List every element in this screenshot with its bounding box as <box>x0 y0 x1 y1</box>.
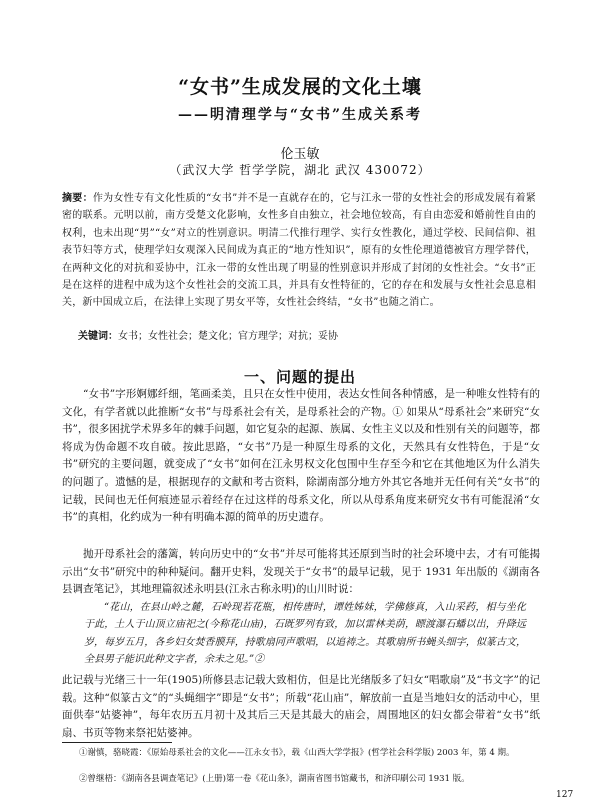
body-paragraph-1: “女书”字形婀娜纤细，笔画柔美，且只在女性中使用，表达女性间各种情感，是一种唯女性特有的文化，有学者就以此推断“女书”与母系社会有关，是母系社会的产物。① 如果从“母系社会”来研究“女书”，很多困扰学术界多年的棘手问题，如它复杂的起源、族属、女性主义以及和性别有关的问题等，都将成为伪命题不攻自破。按此思路，“女书”乃是一种原生母系的文化，天然具有女性特色，于是“女书”研究的主要问题，就变成了“女书”如何在江永男权文化包围中生存至今和它在其他地区为什么消失的问题了。遗憾的是，根据现存的文献和考古资料，除湖南部分地方外其它各地并无任何有关“女书”的记载，民间也无任何痕迹显示着经存在过这样的母系文化，所以从母系角度来研究女书有可能混淆“女书”的真相，化约成为一种有明确本源的简单的历史遗存。 <box>62 388 540 524</box>
section-heading: 一、问题的提出 <box>243 368 356 386</box>
abstract-label: 摘要： <box>62 193 93 204</box>
author-name: 伦玉敏 <box>280 147 320 162</box>
keywords <box>78 327 538 342</box>
keywords-label: 关键词： <box>78 331 118 342</box>
paper-subtitle: ——明清理学与“女书”生成关系考 <box>177 107 423 123</box>
keywords-text: 女书；女性社会；楚文化；官方理学；对抗；妥协 <box>118 331 338 342</box>
footnote-divider <box>62 742 172 743</box>
footnote-1: ①谢慎，骆晓霞：《原始母系社会的文化——江永女书》，载《山西大学学报》(哲学社会科学版) 2003 年，第 4 期。 <box>79 748 515 758</box>
abstract <box>62 190 536 312</box>
page-number: 127 <box>556 790 574 800</box>
block-quote: “花山，在县山岭之麓，石岭现若花瓶，相传唐时，谭姓姊妹，学佛修真，入山采药，相与坐化于此，土人于山顶立庙祀之(今称花山庙)，石既罗列有致，加以雷林美荫，瞟渡瀑石蟠以出，升降远岁，每岁五月，各乡妇女焚香膜拜，持歌扇同声歌唱，以追祷之。其歌扇所书蝇头细字，似篆古文，全县男子能识此种文字者，余未之见。”② <box>84 602 526 666</box>
author-affiliation: （武汉大学 哲学学院，湖北 武汉 430072） <box>169 163 431 177</box>
body-paragraph-3: 此记载与光绪三十一年(1905)所修县志记载大致相仿，但是比光绪版多了妇女“唱歌扇”及“书文字”的记载。这种“似篆古文”的“头蝇细字”即是“女书”；所载“花山庙”，解放前一直是当地妇女的活动中心，里面供奉“姑婆神”，每年农历五月初十及其后三天是其最大的庙会，周围地区的妇女都会带着“女书”纸扇、书页等物来祭祀姑婆神。 <box>62 674 540 739</box>
body-paragraph-2: 抛开母系社会的藩篱，转向历史中的“女书”并尽可能将其还原到当时的社会环境中去，才有可能揭示出“女书”研究中的种种疑问。翻开史料，发现关于“女书”的最早记载，见于 1931 年出版的《湖南各县调查笔记》，其地理篇叙述永明县(江永古称永明)的山川时说： <box>62 548 540 596</box>
abstract-text: 作为女性专有文化性质的“女书”并不是一直就存在的，它与江永一带的女性社会的形成发展有着紧密的联系。元明以前，南方受楚文化影响，女性多自由独立，社会地位较高，有自由恋爱和婚前性自由的权利，也未出现“男”“女”对立的性别意识。明清二代推行理学、实行女性教化，通过学校、民间信仰、祖表节妇等方式，使理学妇女观深入民间成为真正的“地方性知识”，原有的女性伦理道德被官方理学替代，在两种文化的对抗和妥协中，江永一带的女性出现了明显的性别意识并形成了封闭的女性社会。“女书”正是在这样的进程中成为这个女性社会的交流工具，并具有女性特征的，它的存在和发展与女性社会息息相关，新中国成立后，在法律上实现了男女平等，女性社会终结，“女书”也随之消亡。 <box>62 193 536 309</box>
paper-title: “女书”生成发展的文化土壤 <box>178 76 422 98</box>
footnote-2: ②曾继梧：《湖南各县调查笔记》(上册)第一卷《花山条》，湖南省图书馆藏书，和济印刷公司 1931 版。 <box>79 774 470 784</box>
